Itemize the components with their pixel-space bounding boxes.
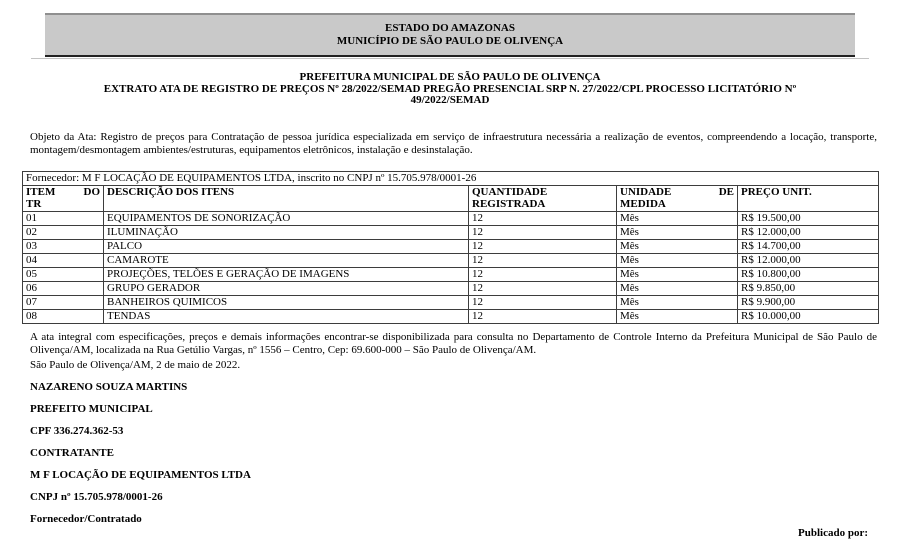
cell-quantidade: 12 [469,225,617,239]
header-unidade-medida [617,185,738,211]
fornecedor-cell: Fornecedor: M F LOCAÇÃO DE EQUIPAMENTOS LTDA, inscrito no CNPJ nº 15.705.978/0001-26 [23,172,879,186]
table-row [23,211,879,225]
signature-name: NAZARENO SOUZA MARTINS [30,381,188,393]
cell-quantidade: 12 [469,295,617,309]
cell-item: 05 [23,267,104,281]
signature-cpf: CPF 336.274.362-53 [30,425,124,437]
cell-quantidade: 12 [469,253,617,267]
cell-preco: R$ 14.700,00 [738,239,879,253]
letterhead-divider [31,58,869,59]
table-row [23,267,879,281]
page-title-line2: EXTRATO ATA DE REGISTRO DE PREÇOS Nº 28/2022/SEMAD PREGÃO PRESENCIAL SRP N. 27/2022/CPL PROCESSO LICITATÓRIO Nº [103,82,797,95]
letterhead-state: ESTADO DO AMAZONAS [385,22,515,34]
signature-block [30,381,251,535]
cell-item: 04 [23,253,104,267]
header-item-do-tr [23,185,104,211]
cell-descricao: EQUIPAMENTOS DE SONORIZAÇÃO [104,211,469,225]
table-row [23,253,879,267]
table-row [23,309,879,323]
letterhead-banner [45,13,855,57]
header-do-word: DO [83,185,100,198]
signature-company: M F LOCAÇÃO DE EQUIPAMENTOS LTDA [30,469,251,481]
cell-preco: R$ 9.900,00 [738,295,879,309]
cell-unidade: Mês [617,239,738,253]
cell-unidade: Mês [617,253,738,267]
header-descricao: DESCRIÇÃO DOS ITENS [104,185,469,211]
cell-descricao: BANHEIROS QUIMICOS [104,295,469,309]
cell-item: 02 [23,225,104,239]
date-line: São Paulo de Olivença/AM, 2 de maio de 2022. [30,359,241,371]
table-row [23,295,879,309]
page-title-line1: PREFEITURA MUNICIPAL DE SÃO PAULO DE OLIVENÇA [299,71,601,83]
cell-item: 01 [23,211,104,225]
signature-cnpj: CNPJ nº 15.705.978/0001-26 [30,491,163,503]
cell-unidade: Mês [617,267,738,281]
cell-quantidade: 12 [469,211,617,225]
header-tr-word: TR [26,198,42,210]
cell-item: 07 [23,295,104,309]
objeto-paragraph: Objeto da Ata: Registro de preços para Contratação de pessoa jurídica especializada em serviço de infraestrutura necessária a realização de eventos, compreendendo a locação, transporte, montagem/desmontagem ambientes/estruturas, equipamentos eletrônicos, instalação e desinstalação. [30,131,877,156]
header-item-word: ITEM [26,185,56,198]
ata-integral-paragraph: A ata integral com especificações, preços e demais informações encontrar-se disponibilizada para consulta no Departamento de Controle Interno da Prefeitura Municipal de São Paulo de Olivença/AM, localizada na Rua Getúlio Vargas, nº 1556 – Centro, Cep: 69.600-000 – São Paulo de Olivença/AM. [30,331,877,356]
cell-quantidade: 12 [469,239,617,253]
publicado-por-label: Publicado por: [798,527,868,539]
cell-descricao: PROJEÇÕES, TELÕES E GERAÇÃO DE IMAGENS [104,267,469,281]
fornecedor-row [23,172,879,186]
table-row [23,281,879,295]
cell-unidade: Mês [617,225,738,239]
cell-item: 03 [23,239,104,253]
signature-contratante: CONTRATANTE [30,447,114,459]
cell-unidade: Mês [617,309,738,323]
table-row [23,225,879,239]
header-unidade-word: UNIDADE [620,185,672,198]
cell-preco: R$ 12.000,00 [738,225,879,239]
cell-descricao: ILUMINAÇÃO [104,225,469,239]
header-preco-unit: PREÇO UNIT. [738,185,879,211]
cell-preco: R$ 19.500,00 [738,211,879,225]
cell-preco: R$ 9.850,00 [738,281,879,295]
cell-quantidade: 12 [469,281,617,295]
cell-descricao: GRUPO GERADOR [104,281,469,295]
header-quantidade-word: QUANTIDADE [472,185,548,198]
cell-descricao: PALCO [104,239,469,253]
cell-preco: R$ 10.000,00 [738,309,879,323]
signature-role: PREFEITO MUNICIPAL [30,403,153,415]
signature-fornecedor: Fornecedor/Contratado [30,513,142,525]
cell-quantidade: 12 [469,309,617,323]
header-registrada-word: REGISTRADA [472,198,546,210]
cell-item: 06 [23,281,104,295]
cell-unidade: Mês [617,295,738,309]
cell-unidade: Mês [617,281,738,295]
table-row [23,239,879,253]
cell-descricao: CAMAROTE [104,253,469,267]
page-title-line3: 49/2022/SEMAD [410,94,490,107]
price-table [22,171,879,324]
cell-item: 08 [23,309,104,323]
cell-unidade: Mês [617,211,738,225]
letterhead-municipality: MUNICÍPIO DE SÃO PAULO DE OLIVENÇA [336,35,564,47]
header-quantidade [469,185,617,211]
cell-descricao: TENDAS [104,309,469,323]
header-medida-word: MEDIDA [620,198,666,210]
table-header-row [23,185,879,211]
cell-preco: R$ 12.000,00 [738,253,879,267]
page-title [30,72,870,107]
cell-quantidade: 12 [469,267,617,281]
header-de-word: DE [718,185,734,198]
cell-preco: R$ 10.800,00 [738,267,879,281]
